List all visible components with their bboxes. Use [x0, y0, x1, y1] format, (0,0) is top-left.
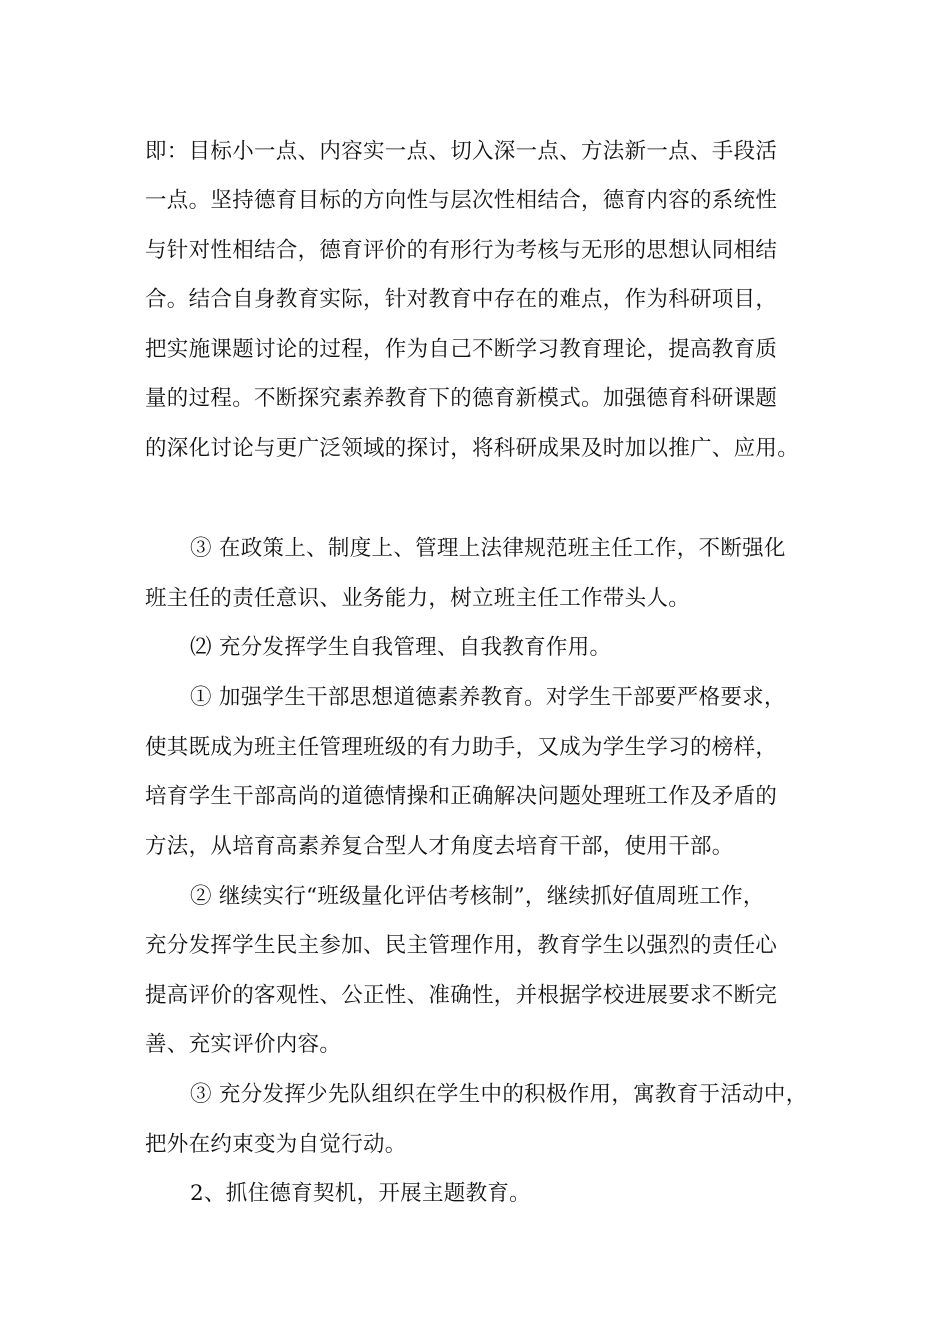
paragraph-start-line: ③ 在政策上、制度上、管理上法律规范班主任工作，不断强化 — [190, 536, 786, 561]
paragraph-start-line: ① 加强学生干部思想道德素养教育。对学生干部要严格要求， — [190, 685, 786, 710]
text-line: 把实施课题讨论的过程，作为自己不断学习教育理论，提高教育质 — [145, 337, 778, 362]
text-line: 一点。坚持德育目标的方向性与层次性相结合，德育内容的系统性 — [145, 188, 778, 213]
text-line: 合。结合自身教育实际，针对教育中存在的难点，作为科研项目， — [145, 287, 778, 312]
text-line: 即：目标小一点、内容实一点、切入深一点、方法新一点、手段活 — [145, 139, 778, 164]
text-line: 善、充实评价内容。 — [145, 1032, 342, 1057]
text-line: 量的过程。不断探究素养教育下的德育新模式。加强德育科研课题 — [145, 386, 778, 411]
section-heading: ⑵ 充分发挥学生自我管理、自我教育作用。 — [190, 635, 612, 660]
text-line: 使其既成为班主任管理班级的有力助手，又成为学生学习的榜样， — [145, 735, 778, 760]
paragraph-start-line: ② 继续实行“班级量化评估考核制”，继续抓好值周班工作， — [190, 884, 765, 909]
text-line: 把外在约束变为自觉行动。 — [145, 1132, 407, 1157]
text-line: 方法，从培育高素养复合型人才角度去培育干部，使用干部。 — [145, 834, 734, 859]
text-line: 提高评价的客观性、公正性、准确性，并根据学校进展要求不断完 — [145, 983, 778, 1008]
paragraph-start-line: ③ 充分发挥少先队组织在学生中的积极作用，寓教育于活动中， — [190, 1082, 808, 1107]
text-line: 的深化讨论与更广泛领域的探讨，将科研成果及时加以推广、应用。 — [145, 436, 800, 461]
section-heading: 2、抓住德育契机，开展主题教育。 — [190, 1181, 531, 1206]
text-line: 班主任的责任意识、业务能力，树立班主任工作带头人。 — [145, 586, 691, 611]
text-line: 与针对性相结合，德育评价的有形行为考核与无形的思想认同相结 — [145, 238, 778, 263]
text-line: 充分发挥学生民主参加、民主管理作用，教育学生以强烈的责任心 — [145, 933, 778, 958]
text-line: 培育学生干部高尚的道德情操和正确解决问题处理班工作及矛盾的 — [145, 784, 778, 809]
